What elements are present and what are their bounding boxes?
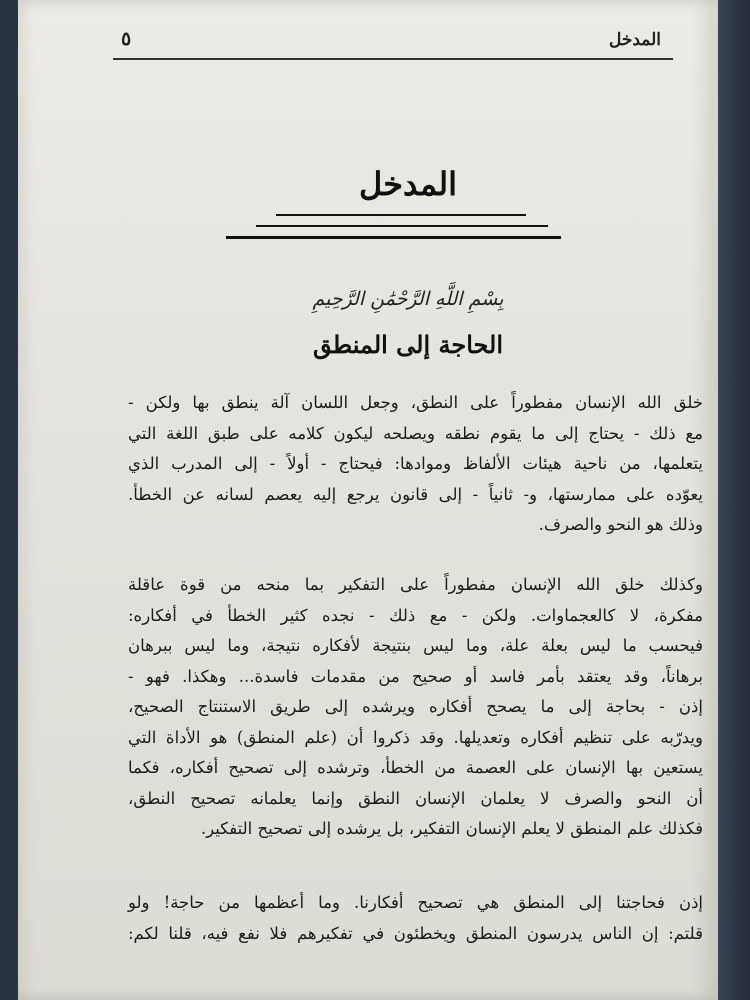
- text-line: وكذلك خلق الله الإنسان مفطوراً على التفكير بما منحه من قوة عاقلة: [128, 575, 703, 594]
- background-edge: [718, 0, 750, 1000]
- text-line: يستعين بها الإنسان على العصمة من الخطأ، وترشده إلى تصحيح أفكاره، فكما: [128, 758, 703, 777]
- title-ornament-line-2: [256, 225, 548, 227]
- running-title: المدخل: [608, 30, 661, 50]
- body-paragraph-1: [128, 388, 703, 541]
- title-ornament-line-3: [226, 236, 561, 239]
- page-number: ٥: [121, 28, 132, 50]
- text-line: فيحسب ما ليس بعلة علة، وما ليس بنتيجة لأفكاره نتيجة، وما ليس ببرهان: [128, 636, 703, 655]
- text-line: يتعلمها، من ناحية هيئات الألفاظ وموادها: فيحتاج - أولاً - إلى المدرب الذي: [128, 454, 703, 473]
- book-page: [18, 0, 718, 1000]
- text-line: يعوّده على ممارستها، و- ثانياً - إلى قانون يرجع إليه يعصم لسانه عن الخطأ.: [128, 484, 703, 504]
- text-line: ويدرّبه على تنظيم أفكاره وتعديلها. وقد ذكروا أن (علم المنطق) هو الأداة التي: [128, 727, 703, 747]
- header-rule: [113, 58, 673, 60]
- chapter-title: المدخل: [359, 165, 457, 203]
- body-paragraph-3: [128, 888, 703, 949]
- basmala: بِسْمِ اللَّهِ الرَّحْمَٰنِ الرَّحِيمِ: [312, 288, 504, 310]
- title-ornament-line-1: [276, 214, 526, 216]
- text-line: مع ذلك - يحتاج إلى ما يقوم نطقه ويصلحه ليكون كلامه على طبق اللغة التي: [128, 423, 703, 443]
- text-line: إذن فحاجتنا إلى المنطق هي تصحيح أفكارنا. وما أعظمها من حاجة! ولو: [128, 893, 703, 912]
- text-line: وذلك هو النحو والصرف.: [538, 515, 703, 534]
- body-paragraph-2: [128, 570, 703, 845]
- text-line: قلتم: إن الناس يدرسون المنطق ويخطئون في تفكيرهم فلا نفع فيه، قلنا لكم:: [128, 923, 703, 943]
- text-line: خلق الله الإنسان مفطوراً على النطق، وجعل اللسان آلة ينطق بها ولكن -: [128, 393, 703, 412]
- running-header: [113, 22, 673, 60]
- text-line: إذن - بحاجة إلى ما يصحح أفكاره ويرشده إلى طريق الاستنتاج الصحيح،: [128, 697, 703, 716]
- text-line: مفكرة، لا كالعجماوات. ولكن - مع ذلك - نجده كثير الخطأ في أفكاره:: [128, 605, 703, 625]
- text-line: أن النحو والصرف لا يعلمان الإنسان النطق وإنما يعلمانه تصحيح النطق،: [128, 788, 703, 808]
- text-line: فكذلك علم المنطق لا يعلم الإنسان التفكير، بل يرشده إلى تصحيح التفكير.: [200, 819, 703, 838]
- text-line: برهاناً، وقد يعتقد بأمر فاسد أو صحيح من مقدمات فاسدة... وهكذا. فهو -: [128, 666, 703, 686]
- section-title: الحاجة إلى المنطق: [313, 330, 503, 359]
